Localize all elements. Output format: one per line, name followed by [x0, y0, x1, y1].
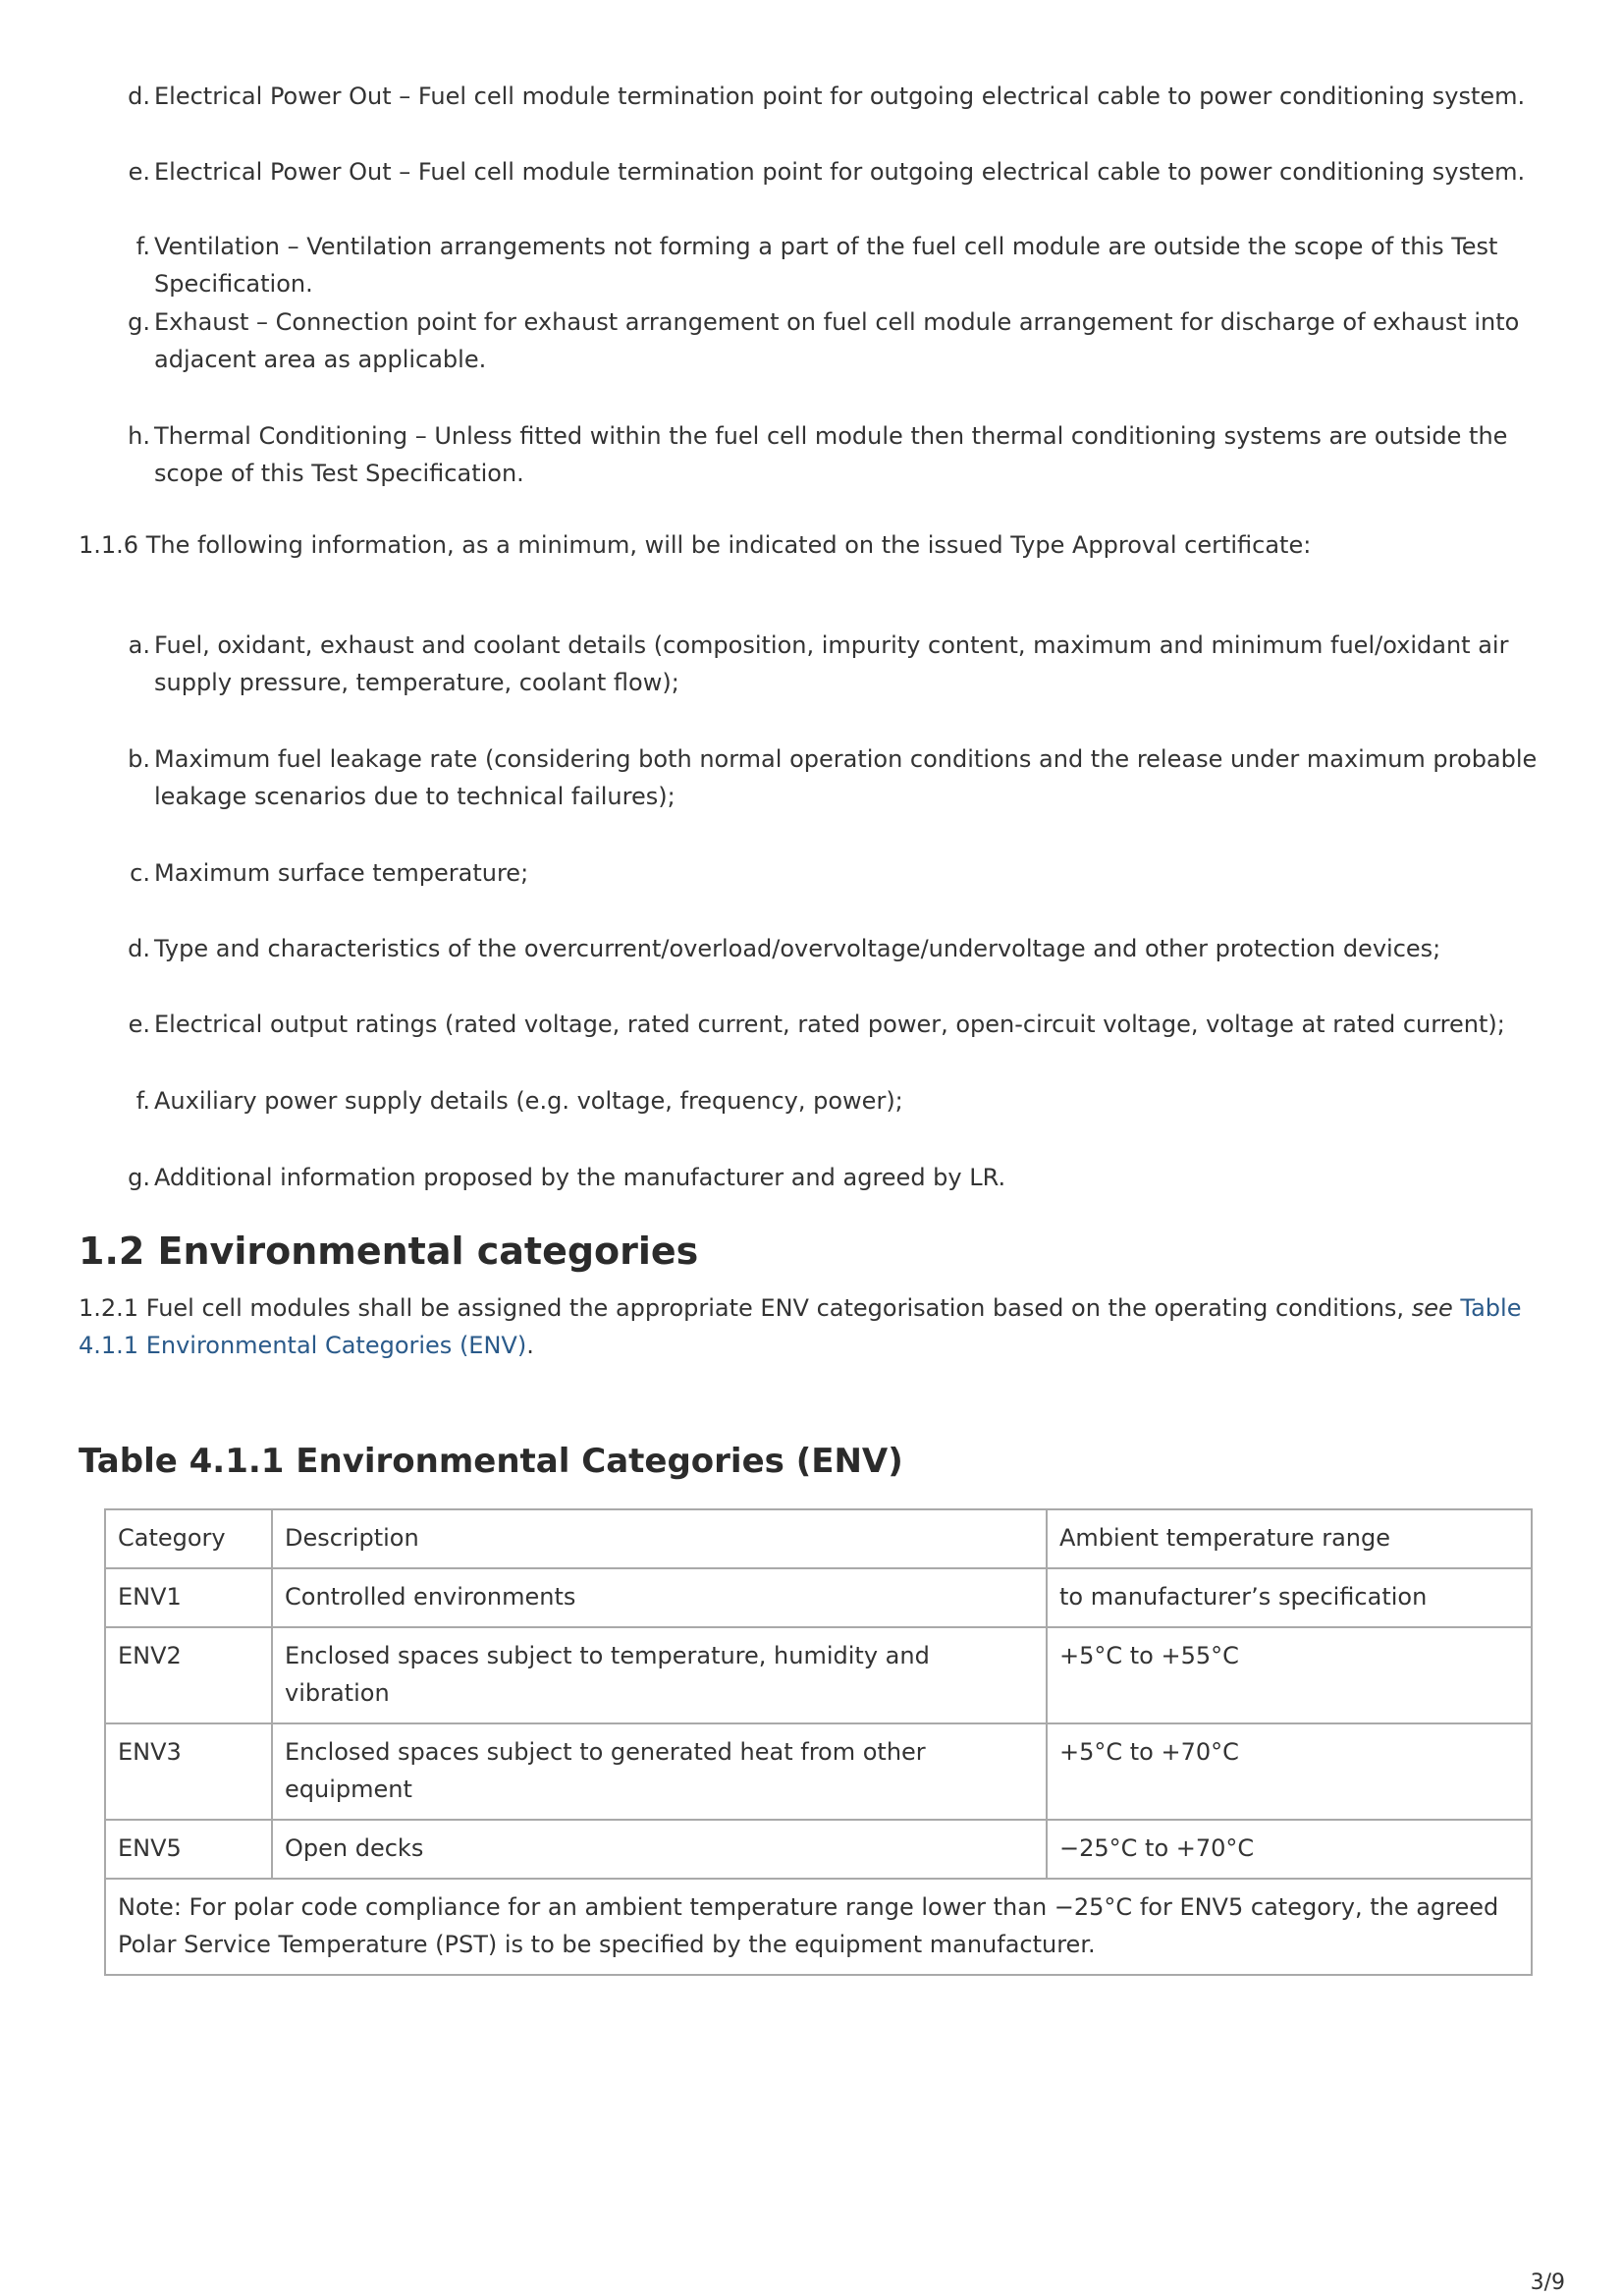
header-cell: Category [105, 1509, 272, 1568]
page-number: 3/9 [1530, 2270, 1565, 2295]
table-row [105, 1723, 1532, 1820]
list-item-text: Maximum fuel leakage rate (considering both normal operation conditions and the release under maximum probable leakage scenarios due to technical failures); [154, 745, 1538, 810]
table-cell: Enclosed spaces subject to generated heat from other equipment [272, 1723, 1047, 1820]
list-marker: a. [128, 631, 150, 659]
list-item [128, 1159, 1563, 1196]
table-row [105, 1568, 1532, 1627]
list-item-text: Additional information proposed by the manufacturer and agreed by LR. [154, 1164, 1006, 1191]
paragraph-1-2-1 [79, 1289, 1561, 1364]
section-heading: 1.2 Environmental categories [79, 1230, 699, 1273]
list-item-text: Maximum surface temperature; [154, 859, 529, 887]
list-marker: h. [128, 422, 150, 450]
table-row [105, 1627, 1532, 1723]
table-row [105, 1820, 1532, 1879]
header-cell: Ambient temperature range [1047, 1509, 1532, 1568]
list-item [128, 153, 1563, 191]
list-item [128, 303, 1563, 378]
list-item-text: Ventilation – Ventilation arrangements not forming a part of the fuel cell module are outside the scope of this Test Specification. [154, 233, 1498, 298]
paragraph-1-1-6: 1.1.6 The following information, as a minimum, will be indicated on the issued Type Approval certificate: [79, 531, 1312, 559]
environmental-categories-table [104, 1508, 1533, 1976]
list-item [128, 1006, 1563, 1043]
list-item [128, 740, 1563, 815]
table-cell: Controlled environments [272, 1568, 1047, 1627]
list-marker: e. [128, 158, 150, 186]
list-item [135, 228, 1563, 302]
table-cell: +5°C to +55°C [1047, 1627, 1532, 1723]
table-cell: ENV2 [105, 1627, 272, 1723]
table-cell: +5°C to +70°C [1047, 1723, 1532, 1820]
table-cell: −25°C to +70°C [1047, 1820, 1532, 1879]
list-item-text: Fuel, oxidant, exhaust and coolant details (composition, impurity content, maximum and minimum fuel/oxidant air supply pressure, temperature, coolant flow); [154, 631, 1509, 696]
paragraph-text: 1.2.1 Fuel cell modules shall be assigned the appropriate ENV categorisation based on the operating conditions, [79, 1294, 1405, 1322]
list-item-text: Auxiliary power supply details (e.g. voltage, frequency, power); [154, 1087, 903, 1115]
list-item [128, 417, 1563, 492]
list-marker: d. [128, 82, 150, 110]
list-marker: d. [128, 935, 150, 962]
header-cell: Description [272, 1509, 1047, 1568]
list-marker: b. [128, 745, 150, 773]
list-item-text: Electrical Power Out – Fuel cell module termination point for outgoing electrical cable to power conditioning system. [154, 158, 1526, 186]
list-item-text: Exhaust – Connection point for exhaust arrangement on fuel cell module arrangement for discharge of exhaust into adjacent area as applicable. [154, 308, 1520, 373]
list-item-text: Thermal Conditioning – Unless fitted within the fuel cell module then thermal conditioning systems are outside the scope of this Test Specification. [154, 422, 1508, 487]
list-item-text: Electrical Power Out – Fuel cell module termination point for outgoing electrical cable to power conditioning system. [154, 82, 1526, 110]
list-marker: g. [128, 308, 150, 336]
list-marker: e. [128, 1011, 150, 1038]
see-text: see [1411, 1294, 1453, 1322]
list-item [128, 78, 1563, 115]
list-item [135, 1082, 1563, 1120]
table-note-row [105, 1879, 1532, 1975]
list-item-text: Type and characteristics of the overcurrent/overload/overvoltage/undervoltage and other protection devices; [154, 935, 1441, 962]
list-marker: f. [135, 233, 150, 260]
list-item [130, 854, 1563, 892]
list-marker: g. [128, 1164, 150, 1191]
table-cell: Open decks [272, 1820, 1047, 1879]
table-cell: ENV5 [105, 1820, 272, 1879]
table-cell: Enclosed spaces subject to temperature, humidity and vibration [272, 1627, 1047, 1723]
table-title: Table 4.1.1 Environmental Categories (ENV) [79, 1442, 903, 1481]
table-cell: ENV1 [105, 1568, 272, 1627]
table-reference-link[interactable]: Table 4.1.1 Environmental Categories (ENV) [79, 1294, 1522, 1359]
list-item-text: Electrical output ratings (rated voltage, rated current, rated power, open-circuit voltage, voltage at rated current); [154, 1011, 1505, 1038]
list-marker: f. [135, 1087, 150, 1115]
table-header-row [105, 1509, 1532, 1568]
list-item [128, 930, 1563, 967]
table-note: Note: For polar code compliance for an ambient temperature range lower than −25°C for ENV5 category, the agreed Polar Service Temperature (PST) is to be specified by the equipment manufacturer. [105, 1879, 1532, 1975]
list-item [128, 627, 1563, 701]
list-marker: c. [130, 859, 150, 887]
table-cell: to manufacturer’s specification [1047, 1568, 1532, 1627]
paragraph-end: . [526, 1332, 534, 1359]
table-cell: ENV3 [105, 1723, 272, 1820]
